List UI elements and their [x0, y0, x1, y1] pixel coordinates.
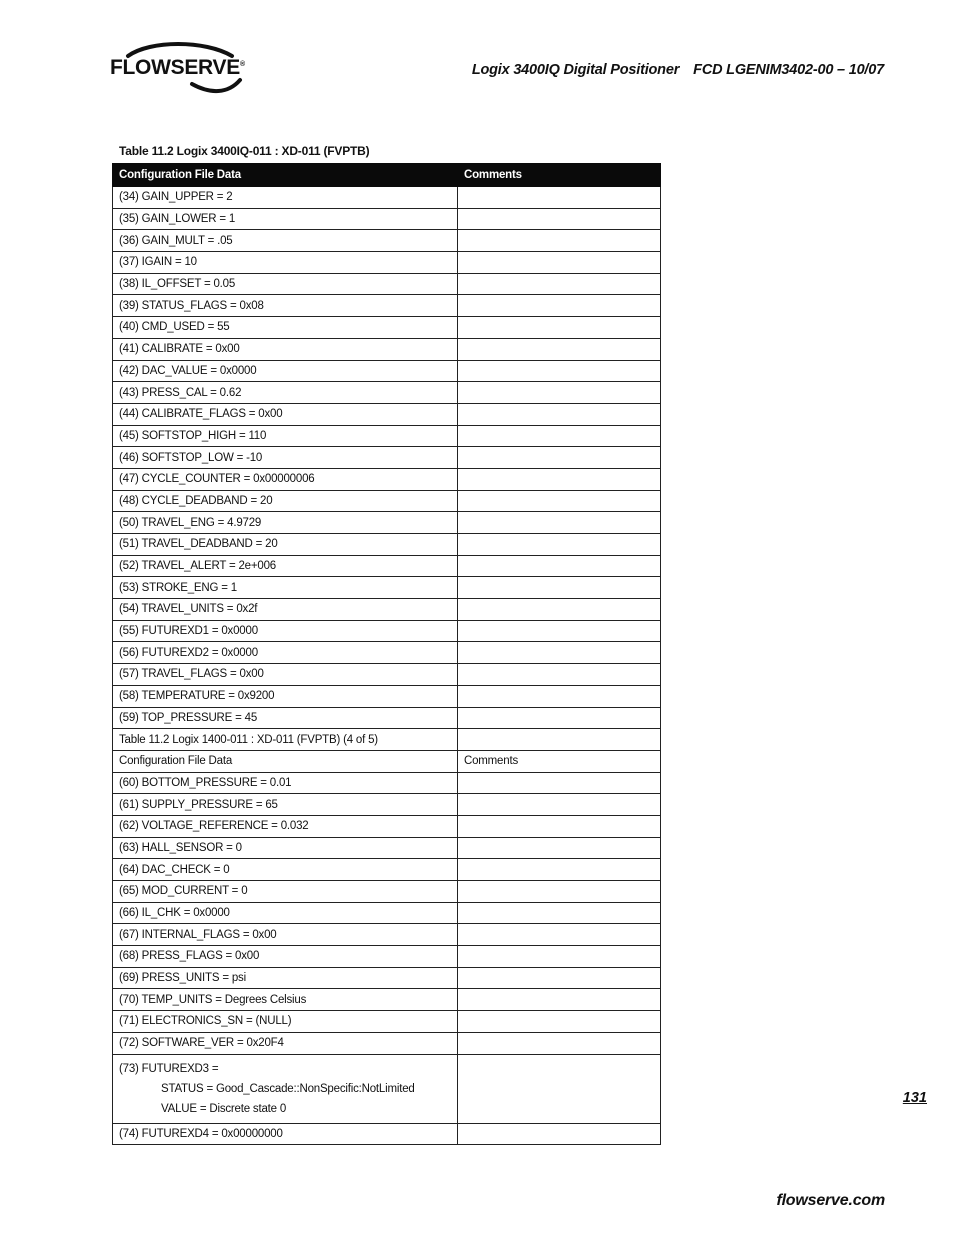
table-cell-comment: [458, 512, 661, 534]
table-cell-comment: [458, 252, 661, 274]
page-header: [472, 62, 884, 78]
table-cell-comment: [458, 837, 661, 859]
table-row: [113, 989, 661, 1011]
table-row: [113, 512, 661, 534]
table-row: [113, 881, 661, 903]
table-cell-config: (42) DAC_VALUE = 0x0000: [113, 360, 458, 382]
column-header-config: Configuration File Data: [113, 164, 458, 187]
table-row: [113, 468, 661, 490]
table-cell-config: (50) TRAVEL_ENG = 4.9729: [113, 512, 458, 534]
table-cell-comment: Comments: [458, 750, 661, 772]
header-document-id: FCD LGENIM3402-00 – 10/07: [693, 62, 884, 78]
table-row: [113, 425, 661, 447]
table-cell-comment: [458, 447, 661, 469]
table-cell-comment: [458, 208, 661, 230]
table-row: [113, 946, 661, 968]
table-cell-config: (71) ELECTRONICS_SN = (NULL): [113, 1011, 458, 1033]
table-cell-comment: [458, 794, 661, 816]
table-row: [113, 1123, 661, 1145]
table-cell-config: (61) SUPPLY_PRESSURE = 65: [113, 794, 458, 816]
table-row: [113, 772, 661, 794]
table-cell-config: (67) INTERNAL_FLAGS = 0x00: [113, 924, 458, 946]
table-row: [113, 252, 661, 274]
table-row: [113, 577, 661, 599]
table-cell-config: (58) TEMPERATURE = 0x9200: [113, 685, 458, 707]
table-cell-comment: [458, 273, 661, 295]
table-cell-comment: [458, 555, 661, 577]
table-row: [113, 295, 661, 317]
table-cell-comment: [458, 382, 661, 404]
logo-wordmark: FLOWSERVE®: [110, 56, 245, 79]
table-cell-comment: [458, 946, 661, 968]
table-cell-config: (74) FUTUREXD4 = 0x00000000: [113, 1123, 458, 1145]
table-cell-comment: [458, 859, 661, 881]
table-row: [113, 664, 661, 686]
table-cell-comment: [458, 1011, 661, 1033]
table-cell-comment: [458, 490, 661, 512]
table-row: [113, 230, 661, 252]
table-cell-comment: [458, 425, 661, 447]
table-header-row: [113, 164, 661, 187]
table-row: [113, 620, 661, 642]
table-cell-config: (57) TRAVEL_FLAGS = 0x00: [113, 664, 458, 686]
table-cell-config: (54) TRAVEL_UNITS = 0x2f: [113, 599, 458, 621]
table-cell-comment: [458, 1054, 661, 1123]
table-cell-config: (35) GAIN_LOWER = 1: [113, 208, 458, 230]
table-cell-comment: [458, 187, 661, 209]
table-cell-config: (40) CMD_USED = 55: [113, 317, 458, 339]
table-cell-comment: [458, 729, 661, 751]
table-row: [113, 360, 661, 382]
table-cell-config: (43) PRESS_CAL = 0.62: [113, 382, 458, 404]
table-cell-comment: [458, 642, 661, 664]
table-cell-comment: [458, 577, 661, 599]
table-cell-config: (64) DAC_CHECK = 0: [113, 859, 458, 881]
table-cell-comment: [458, 534, 661, 556]
table-cell-comment: [458, 967, 661, 989]
table-row: [113, 967, 661, 989]
table-cell-config: Configuration File Data: [113, 750, 458, 772]
table-row: [113, 815, 661, 837]
table-row: [113, 729, 661, 751]
table-row: [113, 707, 661, 729]
table-cell-config: (56) FUTUREXD2 = 0x0000: [113, 642, 458, 664]
table-row: [113, 273, 661, 295]
table-cell-comment: [458, 1032, 661, 1054]
table-cell-config: (39) STATUS_FLAGS = 0x08: [113, 295, 458, 317]
table-cell-config: (41) CALIBRATE = 0x00: [113, 338, 458, 360]
multi-line-1: (73) FUTUREXD3 =: [119, 1062, 219, 1075]
table-cell-comment: [458, 620, 661, 642]
table-row: [113, 1032, 661, 1054]
table-row: [113, 403, 661, 425]
table-cell-comment: [458, 1123, 661, 1145]
table-row: [113, 534, 661, 556]
table-cell-comment: [458, 664, 661, 686]
table-cell-config: (47) CYCLE_COUNTER = 0x00000006: [113, 468, 458, 490]
table-row: [113, 642, 661, 664]
table-cell-config: (68) PRESS_FLAGS = 0x00: [113, 946, 458, 968]
table-row: [113, 382, 661, 404]
table-row: [113, 750, 661, 772]
table-cell-config: (48) CYCLE_DEADBAND = 20: [113, 490, 458, 512]
table-cell-config: (69) PRESS_UNITS = psi: [113, 967, 458, 989]
table-cell-comment: [458, 772, 661, 794]
table-cell-comment: [458, 902, 661, 924]
table-cell-comment: [458, 924, 661, 946]
table-cell-comment: [458, 989, 661, 1011]
table-cell-config: (37) IGAIN = 10: [113, 252, 458, 274]
table-cell-config: (66) IL_CHK = 0x0000: [113, 902, 458, 924]
table-caption: Table 11.2 Logix 3400IQ-011 : XD-011 (FVPTB): [119, 144, 370, 158]
table-row: [113, 685, 661, 707]
table-row: [113, 599, 661, 621]
table-row: [113, 490, 661, 512]
table-cell-config: [113, 1054, 458, 1123]
table-row: [113, 338, 661, 360]
table-cell-config: (65) MOD_CURRENT = 0: [113, 881, 458, 903]
table-cell-comment: [458, 881, 661, 903]
table-cell-config: (36) GAIN_MULT = .05: [113, 230, 458, 252]
table-cell-comment: [458, 403, 661, 425]
table-cell-comment: [458, 230, 661, 252]
table-cell-comment: [458, 338, 661, 360]
multi-line-3: VALUE = Discrete state 0: [161, 1102, 287, 1115]
table-cell-config: (51) TRAVEL_DEADBAND = 20: [113, 534, 458, 556]
table-row: [113, 902, 661, 924]
table-row: [113, 187, 661, 209]
table-cell-config: (34) GAIN_UPPER = 2: [113, 187, 458, 209]
table-cell-comment: [458, 295, 661, 317]
table-row: [113, 1011, 661, 1033]
table-cell-config: (46) SOFTSTOP_LOW = -10: [113, 447, 458, 469]
table-row: [113, 924, 661, 946]
table-cell-comment: [458, 815, 661, 837]
table-cell-config: (44) CALIBRATE_FLAGS = 0x00: [113, 403, 458, 425]
table-cell-comment: [458, 685, 661, 707]
multi-line-2: STATUS = Good_Cascade::NonSpecific:NotLimited: [161, 1082, 415, 1095]
header-product: Logix 3400IQ Digital Positioner: [471, 62, 680, 78]
table-cell-comment: [458, 599, 661, 621]
table-cell-config: (70) TEMP_UNITS = Degrees Celsius: [113, 989, 458, 1011]
table-row-multi: [113, 1054, 661, 1123]
table-cell-config: Table 11.2 Logix 1400-011 : XD-011 (FVPTB) (4 of 5): [113, 729, 458, 751]
page-number: 131: [902, 1090, 927, 1106]
table-row: [113, 317, 661, 339]
table-body: [113, 187, 661, 1145]
table-cell-config: (45) SOFTSTOP_HIGH = 110: [113, 425, 458, 447]
table-cell-config: (52) TRAVEL_ALERT = 2e+006: [113, 555, 458, 577]
table-cell-config: (62) VOLTAGE_REFERENCE = 0.032: [113, 815, 458, 837]
configuration-table: [112, 163, 661, 1145]
column-header-comments: Comments: [458, 164, 661, 187]
table-cell-config: (53) STROKE_ENG = 1: [113, 577, 458, 599]
table-cell-config: (38) IL_OFFSET = 0.05: [113, 273, 458, 295]
flowserve-logo: [110, 42, 250, 96]
table-row: [113, 208, 661, 230]
footer-url: flowserve.com: [776, 1192, 885, 1209]
table-row: [113, 837, 661, 859]
table-cell-comment: [458, 360, 661, 382]
table-cell-comment: [458, 707, 661, 729]
table-row: [113, 794, 661, 816]
table-cell-config: (72) SOFTWARE_VER = 0x20F4: [113, 1032, 458, 1054]
table-row: [113, 859, 661, 881]
table-cell-config: (63) HALL_SENSOR = 0: [113, 837, 458, 859]
table-cell-comment: [458, 317, 661, 339]
table-cell-config: (55) FUTUREXD1 = 0x0000: [113, 620, 458, 642]
table-cell-comment: [458, 468, 661, 490]
table-cell-config: (59) TOP_PRESSURE = 45: [113, 707, 458, 729]
table-cell-config: (60) BOTTOM_PRESSURE = 0.01: [113, 772, 458, 794]
table-row: [113, 447, 661, 469]
table-row: [113, 555, 661, 577]
